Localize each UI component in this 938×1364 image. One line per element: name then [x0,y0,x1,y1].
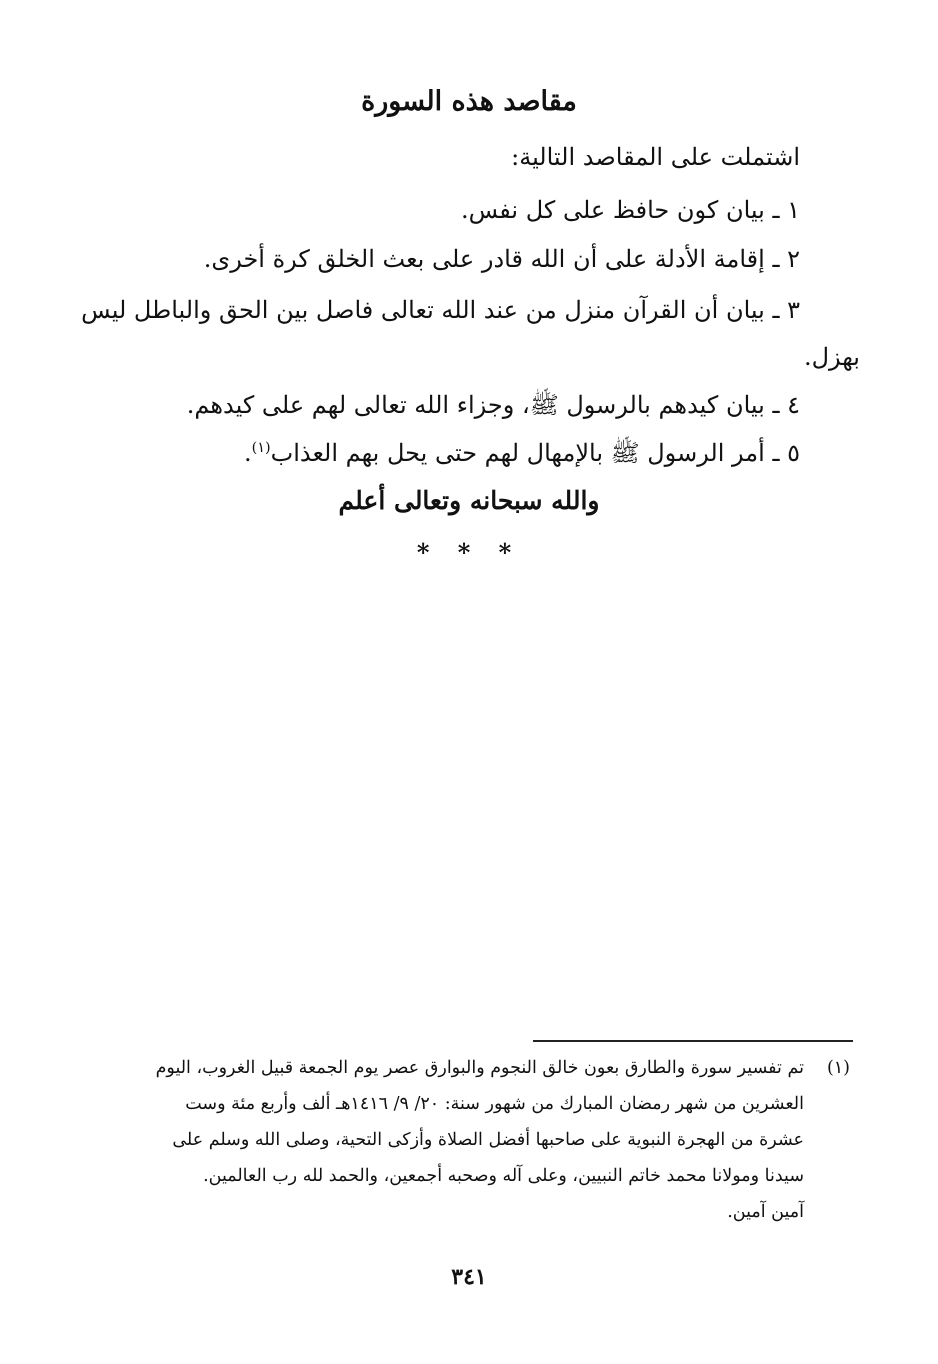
list-item-4: ٤ ـ بيان كيدهم بالرسول ﷺ، وجزاء الله تعالى لهم على كيدهم. [186,391,800,419]
footnote-line-3: عشرة من الهجرة النبوية على صاحبها أفضل الصلاة وأزكى التحية، وصلى الله وسلم على [172,1130,804,1150]
closing-phrase: والله سبحانه وتعالى أعلم [338,486,600,515]
footnote-line-5: آمين آمين. [727,1202,804,1222]
list-item-5 [244,438,800,473]
page-number: ٣٤١ [451,1264,487,1290]
footnote-reference[interactable]: (١) [251,440,271,456]
footnote-line-2: العشرين من شهر رمضان المبارك من شهور سنة: ٢٠/ ٩/ ١٤١٦هـ ألف وأربع مئة وست [185,1094,804,1114]
intro-line: اشتملت على المقاصد التالية: [511,143,800,171]
list-item-3: ٣ ـ بيان أن القرآن منزل من عند الله تعالى فاصل بين الحق والباطل ليس [81,296,800,324]
list-item-5-end: . [243,439,252,467]
footnote-number: (١) [826,1058,850,1078]
list-item-1: ١ ـ بيان كون حافظ على كل نفس. [461,196,800,224]
list-item-2: ٢ ـ إقامة الأدلة على أن الله قادر على بعث الخلق كرة أخرى. [203,245,800,273]
footnote-line-4: سيدنا ومولانا محمد خاتم النبيين، وعلى آله وصحبه أجمعين، والحمد لله رب العالمين. [203,1166,804,1186]
section-separator: * * * [416,538,522,567]
footnote-divider [533,1040,853,1042]
list-item-5-text: ٥ ـ أمر الرسول ﷺ بالإمهال لهم حتى يحل بهم العذاب [270,439,800,467]
list-item-3-continuation: بهزل. [803,343,860,371]
footnote-line-1: تم تفسير سورة والطارق بعون خالق النجوم والبوارق عصر يوم الجمعة قبيل الغروب، اليوم [155,1058,804,1078]
page-title: مقاصد هذه السورة [361,86,577,117]
